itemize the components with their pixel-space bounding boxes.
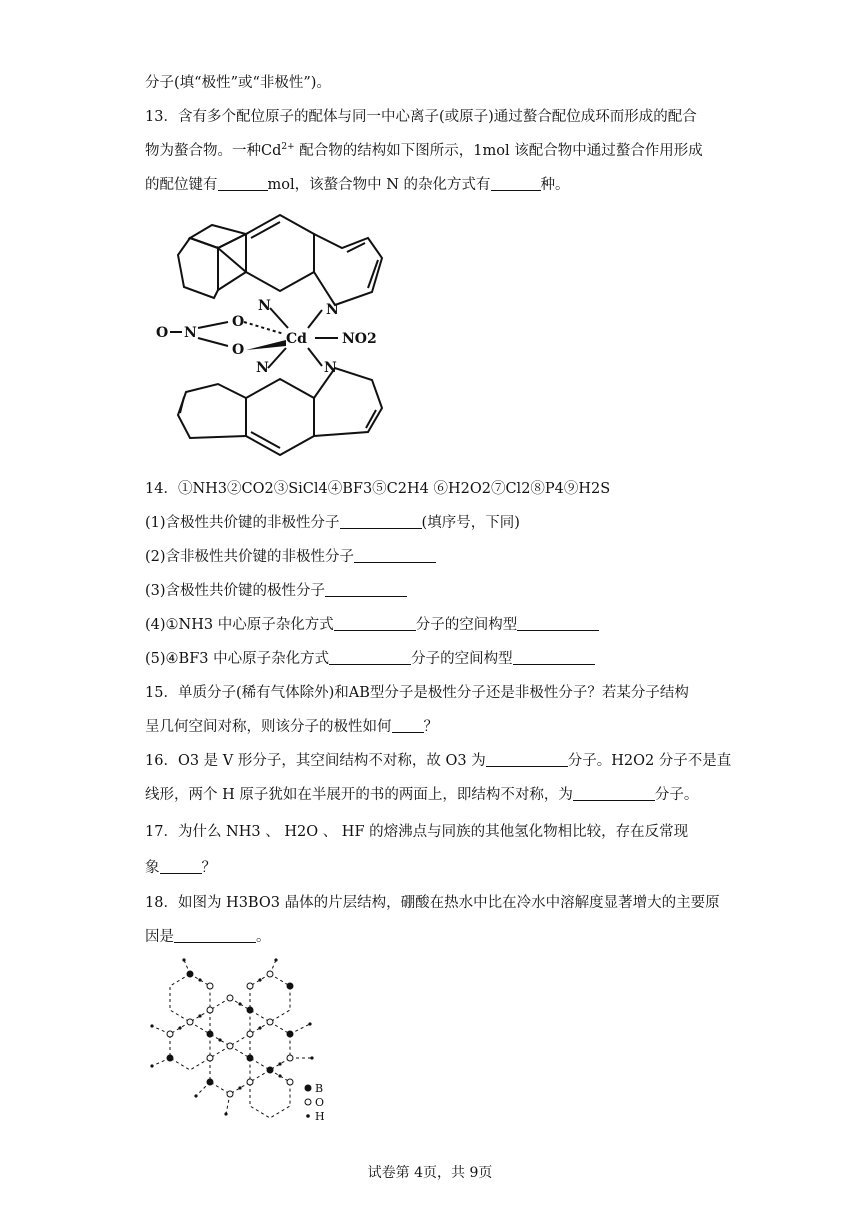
atom-label: O xyxy=(232,342,245,358)
atom-label: O xyxy=(232,314,245,330)
cd-complex-structure-figure xyxy=(150,210,390,465)
answer-blank[interactable] xyxy=(329,650,411,665)
atom-label: O xyxy=(156,325,169,341)
q15-line1: 15．单质分子(稀有气体除外)和AB型分子是极性分子还是非极性分子？若某分子结构 xyxy=(145,685,689,701)
q18-line2: 因是 。 xyxy=(145,929,271,945)
atom-label: N xyxy=(258,298,271,314)
legend-boron: B xyxy=(315,1082,324,1095)
q13-line3: 的配位键有 mol，该螯合物中 N 的杂化方式有 种。 xyxy=(145,177,570,193)
boric-acid-layer-figure xyxy=(140,958,340,1128)
answer-blank[interactable] xyxy=(160,859,202,874)
answer-blank[interactable] xyxy=(354,548,436,563)
answer-blank[interactable] xyxy=(573,786,655,801)
answer-blank[interactable] xyxy=(513,650,595,665)
q18-line1: 18．如图为 H3BO3 晶体的片层结构，硼酸在热水中比在冷水中溶解度显著增大的主要原 xyxy=(145,895,720,911)
answer-blank[interactable] xyxy=(218,176,268,191)
q17-line2: 象 ？ xyxy=(145,860,216,876)
legend-oxygen: O xyxy=(315,1096,325,1109)
answer-blank[interactable] xyxy=(491,176,541,191)
q15-line2: 呈几何空间对称，则该分子的极性如何 ？ xyxy=(145,719,438,735)
answer-blank[interactable] xyxy=(517,616,599,631)
q16-line2: 线形，两个 H 原子犹如在半展开的书的两面上，即结构不对称，为 分子。 xyxy=(145,787,699,803)
atom-label: N xyxy=(184,325,197,341)
q14-1: (1)含极性共价键的非极性分子 (填序号，下同) xyxy=(145,515,520,531)
atom-label: NO2 xyxy=(342,331,377,347)
q13-line1: 13．含有多个配位原子的配体与同一中心离子(或原子)通过螯合配位成环而形成的配合 xyxy=(145,109,697,125)
q17-line1: 17．为什么 NH3 、 H2O 、 HF 的熔沸点与同族的其他氢化物相比较，存在反常现 xyxy=(145,824,689,840)
answer-blank[interactable] xyxy=(392,718,424,733)
answer-blank[interactable] xyxy=(334,616,416,631)
page-footer: 试卷第 4页，共 9页 xyxy=(367,1165,493,1181)
q14-2: (2)含非极性共价键的非极性分子 xyxy=(145,547,436,567)
q14-5: (5)④BF3 中心原子杂化方式 分子的空间构型 xyxy=(145,649,595,669)
q13-line2: 物为螯合物。一种$Cd^{2+}$ 配合物的结构如下图所示，1mol 该配合物中通过螯合作用形成 xyxy=(145,142,703,159)
atom-label: N xyxy=(326,302,339,318)
legend-hydrogen: H xyxy=(315,1110,325,1123)
q14-4: (4)①NH3 中心原子杂化方式 分子的空间构型 xyxy=(145,615,599,635)
answer-blank[interactable] xyxy=(325,582,407,597)
text-line: 分子(填“极性”或“非极性”)。 xyxy=(145,75,331,91)
q14-line: 14．①NH3②CO2③SiCl4④BF3⑤C2H4 ⑥H2O2⑦Cl2⑧P4⑨H2S xyxy=(145,481,611,497)
answer-blank[interactable] xyxy=(486,752,568,767)
answer-blank[interactable] xyxy=(174,928,256,943)
atom-label: Cd xyxy=(286,331,307,347)
atom-label: N xyxy=(256,360,269,376)
q16-line1: 16．O3 是 V 形分子，其空间结构不对称，故 O3 为 分子。H2O2 分子不是直 xyxy=(145,753,732,769)
q14-3: (3)含极性共价键的极性分子 xyxy=(145,581,407,601)
answer-blank[interactable] xyxy=(340,514,422,529)
atom-label: N xyxy=(324,360,337,376)
